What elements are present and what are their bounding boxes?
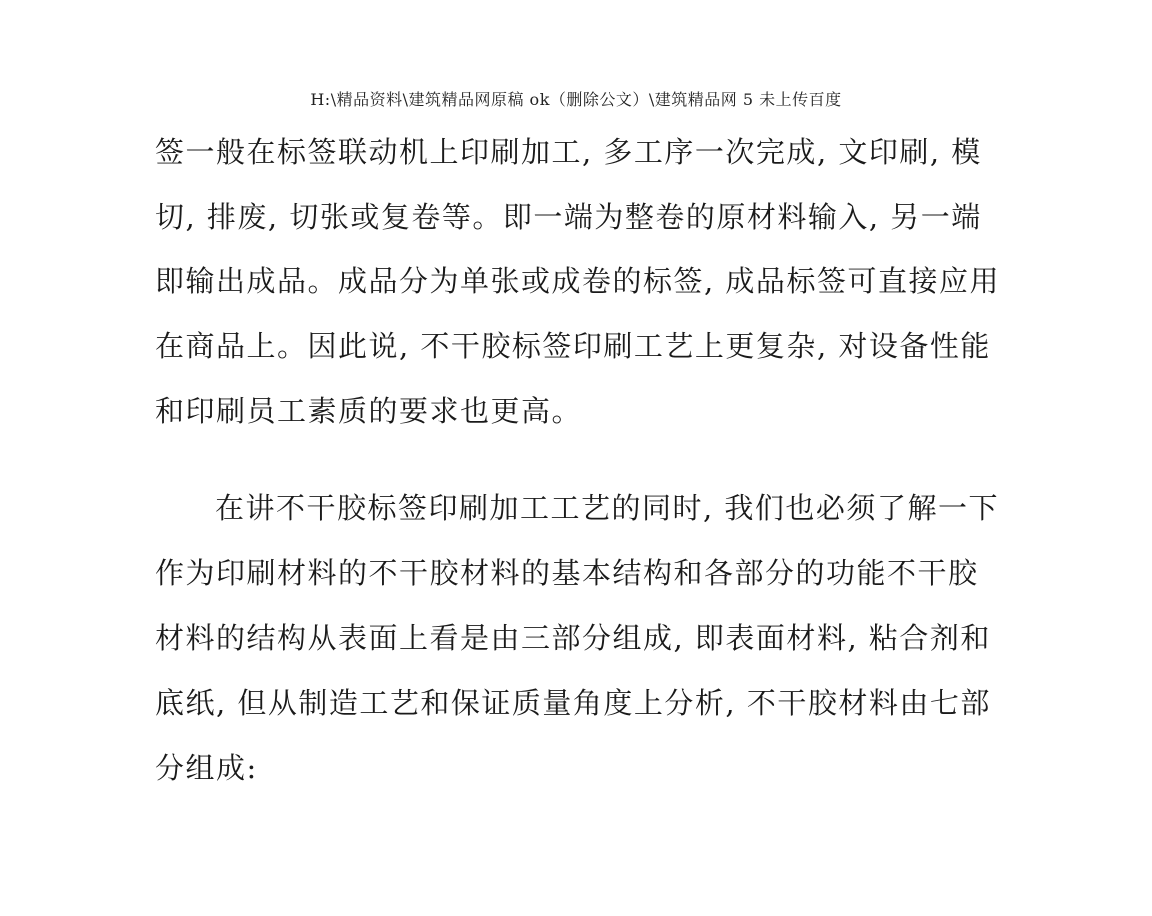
paragraph-line: 在讲不干胶标签印刷加工工艺的同时, 我们也必须了解一下: [215, 491, 999, 525]
paragraph-line: 分组成:: [155, 751, 258, 785]
paragraph-line: 在商品上。因此说, 不干胶标签印刷工艺上更复杂, 对设备性能: [155, 329, 991, 363]
paragraph-line: 和印刷员工素质的要求也更高。: [155, 394, 583, 428]
paragraph-line: 作为印刷材料的不干胶材料的基本结构和各部分的功能不干胶: [155, 556, 979, 590]
paragraph-line: 即输出成品。成品分为单张或成卷的标签, 成品标签可直接应用: [155, 264, 1000, 298]
paragraph-line: 材料的结构从表面上看是由三部分组成, 即表面材料, 粘合剂和: [155, 621, 991, 655]
paragraph-line: 签一般在标签联动机上印刷加工, 多工序一次完成, 文印刷, 模: [155, 135, 982, 169]
paragraph-line: 底纸, 但从制造工艺和保证质量角度上分析, 不干胶材料由七部: [155, 686, 991, 720]
header-file-path: H:\精品资料\建筑精品网原稿 ok（删除公文）\建筑精品网 5 未上传百度: [310, 90, 842, 109]
paragraph-line: 切, 排废, 切张或复卷等。即一端为整卷的原材料输入, 另一端: [155, 200, 982, 234]
